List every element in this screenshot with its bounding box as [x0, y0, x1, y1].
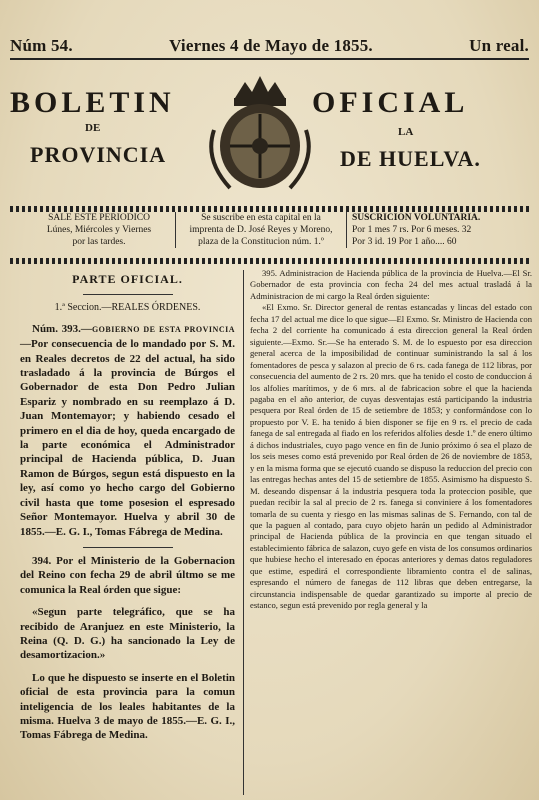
article-395-intro: 395. Administracion de Hacienda pública de la provincia de Huelva.—El Sr. Gobernador de esta provincia con fecha 24 del mes actual trasladá á la Administracion de mi cargo la Real órden siguiente: — [250, 268, 532, 301]
article-source: GOBIERNO DE ESTA PROVINCIA — [91, 324, 235, 334]
title-oficial: OFICIAL — [312, 86, 469, 119]
masthead-bar — [10, 36, 529, 56]
column-divider — [243, 270, 244, 795]
article-394: 394. Por el Ministerio de la Gobernacion del Reino con fecha 29 de abril últmo se me comunica la Real órden que sigue: — [20, 554, 235, 596]
info-line: imprenta de D. José Reyes y Moreno, — [189, 225, 333, 235]
subsection-heading: 1.ª Seccion.—REALES ÓRDENES. — [54, 302, 201, 314]
title-la: LA — [398, 126, 414, 138]
masthead-rule — [10, 58, 529, 60]
divider — [83, 547, 173, 548]
royal-order-quote: «Segun parte telegráfico, que se ha recibido de Aranjuez en este Ministerio, la Reina (Q. D. G.) ha sancionado la Ley de desamortizacion.» — [20, 606, 235, 662]
title-de: DE — [85, 122, 101, 134]
subscription-prices — [352, 212, 522, 248]
article-body: —Por consecuencia de lo mandado por S. M. en Reales decretos de 22 del actual, ha sido trasladado á la provincia de Búrgos el Gobernador de esta Don Pedro Julian Espariz y nombrado en su reemplazo á D. Juan Montemayor; y habiendo cesado el primero en el dia de hoy, queda encargado de la parte económica el Administrador principal de Hacienda pública, D. Juan Ramon de Búrgos, segun está dispuesto en la ley, así como yo hecho cargo del Gobierno civil hasta que tome posesion el espresado Señor Montemayor. Huelva y abril 30 de 1855.—E. G. I., Tomas Fábrega de Medina. — [20, 338, 235, 538]
price-line: Por 1 mes 7 rs. Por 6 meses. 32 — [352, 225, 472, 235]
article-number: Núm. 393.— — [32, 322, 92, 335]
article-395-body: «El Exmo. Sr. Director general de rentas estancadas y lincas del estado con fecha 17 del actual me dice lo que sigue—El Exmo. Sr. Ministro de Hacienda con fecha 2 del corriente ha comunicado á esta direccion general la Real órden siguiente.—Exmo. Sr.—Se ha enterado S. M. de lo espuesto por esa direccion general acerca de la imposibilidad de continuar suministrando la sal á los fomentadores de pesca y salazon al precio de 6 rs. cada fanega de 112 libras, por consecuencia del aumento de 2 rs. 20 mrs. que ha tenido el costo de conduccion á los alfolies marítimos, y de 6 mrs. al de fabricacion sobre el que la hacienda pagaba en el año anterior, de cuyas desventajas está participando la industria pesquera por Real órden de 15 de setiembre de 1853; y conformándose con lo propuesto por V. E. ha tenido á bien disponer se fije en 9 rs. el precio de cada fanega de sal entregada al fiado en los referidos alfolies desde 1.º de enero último á dichos industriales, cuyo pago vence en fin de Junio próximo ó sea el plazo de los seis meses como está prevenido por Real órden de 26 de noviembre de 1853, y en la misma forma que se ejecutó cuando se dispuso la reduccion del precio con las entregas hechas antes del 15 de setiembre de 1855. Asimismo ha dispuesto S. M. deseando dispensar á la industria pesquera toda la proteccion posible, que puedan recibir la sal al precio de 2 rs. fanega si conviniere á los fomentadores tomarla de su cuenta y riesgo en las mismas salinas de S. Fernando, con tal de que la paguen al contado, para cuyo objeto harán un pedido al Administrador principal de Hacienda pública de la provincia en que tengan situado el establecimiento fábrica de salazon, cuyo gefe en vista de los consumos ordinarios que hubiese hecho el interesado en épocas anteriores y demas datos reguladores que estime, espedirá el correspondiente libramiento contra el de salinas, espresando el número de fanegas de 112 libras que deben entregarse, la circunstancia indispensable de quedar garantizado su importe al precio de estanco, segun está prevenido por regla general y la — [250, 302, 532, 611]
subscription-info — [10, 212, 529, 262]
info-line: Se suscribe en esta capital en la — [201, 213, 321, 223]
issue-date: Viernes 4 de Mayo de 1855. — [169, 36, 373, 55]
publication-days — [34, 212, 164, 248]
info-line: SALE ESTE PERIODICO — [48, 213, 150, 223]
info-line: Lúnes, Miércoles y Viernes — [46, 225, 152, 235]
right-column — [250, 268, 532, 612]
title-provincia: PROVINCIA — [30, 142, 167, 167]
left-column — [20, 270, 235, 751]
prices-title: SUSCRICION VOLUNTARIA. — [352, 213, 481, 223]
info-line: plaza de la Constitucion núm. 1.º — [198, 237, 324, 247]
section-heading: PARTE OFICIAL. — [72, 272, 183, 286]
divider — [83, 294, 173, 295]
issue-price: Un real. — [469, 36, 529, 55]
issue-number: Núm 54. — [10, 36, 73, 55]
ornament-rule-bottom — [10, 258, 529, 264]
title-boletin: BOLETIN — [10, 86, 175, 119]
article-393 — [20, 322, 235, 539]
title-huelva: DE HUELVA. — [340, 146, 481, 171]
royal-crest-icon — [200, 70, 320, 195]
info-line: por las tardes. — [72, 237, 126, 247]
price-line: Por 3 id. 19 Por 1 año.... 60 — [352, 237, 457, 247]
article-394-closing: Lo que he dispuesto se inserte en el Boletin oficial de esta provincia para la comun inteligencia de los leales habitantes de la misma. Huelva 3 de mayo de 1855.—E. G. I., Tomas Fábrega de Medina. — [20, 671, 235, 742]
subscription-location — [175, 212, 347, 248]
